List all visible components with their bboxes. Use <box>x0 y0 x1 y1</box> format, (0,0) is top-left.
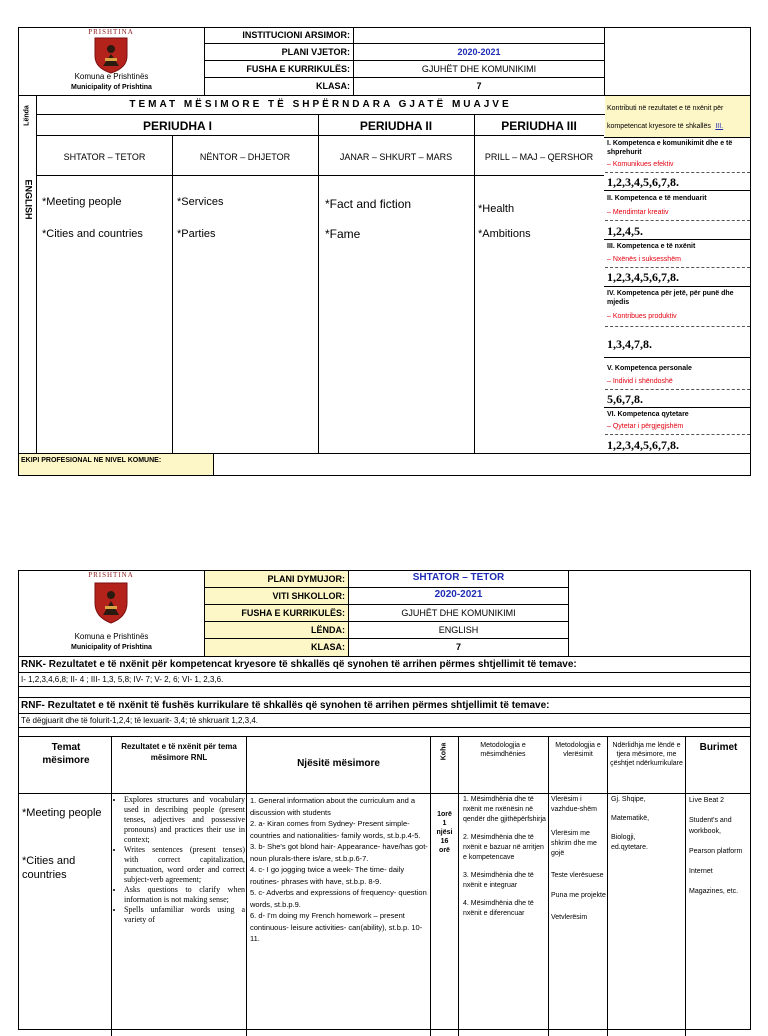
topic-2a: *Services <box>177 196 224 208</box>
theme-2: *Cities and countries <box>22 855 76 881</box>
col-header-assessment: Metodologjia e vlerësimit <box>555 742 601 758</box>
competence-5-sub: – Individ i shëndoshë <box>607 378 673 385</box>
competence-5-nums: 5,6,7,8. <box>607 392 643 406</box>
coat-of-arms-icon <box>91 581 131 625</box>
col-header-outcomes: Rezultatet e të nxënit për tema mësimore RNL <box>121 742 237 762</box>
rnf-title: RNF- Rezultatet e të nxënit të fushës kurrikulare të shkallës që synohen të arrihen përmes shtjellimit të temave: <box>21 700 550 711</box>
link-4: ed.qytetare. <box>611 844 648 851</box>
source-1: Live Beat 2 <box>689 797 725 804</box>
link-1: Gj. Shqipe, <box>611 796 646 803</box>
teaching-3: 3. Mësimdhënia dhe të nxënit e integruar <box>463 872 534 889</box>
unit-1: 1. General information about the curriculum and a discussion with students <box>250 796 416 817</box>
subject-vertical: ENGLISH <box>23 179 34 220</box>
competence-6-sub: – Qytetar i përgjegjshëm <box>607 423 684 430</box>
unit-2: 2. a- Kiran comes from Sydney- Present simple- countries and nationalities- family words, st.b.p.4-5. <box>250 819 421 840</box>
cross-curricular-links <box>611 795 683 853</box>
bm-label-subject: LËNDA: <box>311 625 345 635</box>
sources <box>689 795 749 897</box>
rnf-values: Të dëgjuarit dhe të folurit-1,2,4; të lexuarit- 3,4; të shkruarit 1,2,3,4. <box>21 716 259 725</box>
bm-value-field: GJUHËT DHE KOMUNIKIMI <box>401 608 516 618</box>
month-2: NËNTOR – DHJETOR <box>199 152 291 162</box>
team-label-cell <box>19 454 214 475</box>
topic-1b: *Cities and countries <box>42 228 143 240</box>
outcome-1: • Explores structures and vocabulary used in describing people (present tenses, adjectives and possessive pronouns) and practices their use in context; <box>124 795 245 845</box>
contrib-header-text: Kontributi në rezultatet e të nxënit për kompetencat kryesore të shkallës <box>607 105 724 130</box>
assessment-2: Vlerësim me shkrim dhe me gojë <box>551 830 597 857</box>
topic-4a: *Health <box>478 203 515 215</box>
logo-city-text-2: PRISHTINA <box>88 571 134 579</box>
outcome-3: • Asks questions to clarify when information is not making sense; <box>124 885 245 905</box>
month-3: JANAR – SHKURT – MARS <box>339 152 453 162</box>
col-header-units: Njësitë mësimore <box>297 758 380 769</box>
competence-6-nums: 1,2,3,4,5,6,7,8. <box>607 438 679 452</box>
annual-plan <box>18 27 751 476</box>
competence-4-nums: 1,3,4,7,8. <box>607 337 652 351</box>
theme-1: *Meeting people <box>22 807 102 819</box>
col-header-themes: Temat mësimore <box>42 742 90 766</box>
bm-value-subject: ENGLISH <box>438 625 479 635</box>
competence-2-title: II. Kompetenca e të menduarit <box>607 195 707 202</box>
value-plan: 2020-2021 <box>457 47 501 57</box>
annual-logo <box>19 28 204 94</box>
competence-3-sub: – Nxënës i suksesshëm <box>607 256 681 263</box>
time-cell <box>431 810 458 855</box>
bm-label-plan: PLANI DYMUJOR: <box>267 574 345 584</box>
bm-label-year: VITI SHKOLLOR: <box>272 591 345 601</box>
logo-komuna: Komuna e Prishtinës <box>74 72 149 81</box>
topic-2b: *Parties <box>177 228 216 240</box>
outcome-2: • Writes sentences (present tenses) with correct capitalization, punctuation, word order and correct subject-verb agreement; <box>124 845 245 885</box>
bm-value-class: 7 <box>455 642 461 652</box>
unit-3: 3. b- She's got blond hair- Appearance- have/has got- noun plurals-there is/are, st.b.p.6-7. <box>250 842 428 863</box>
period-3: PERIUDHA III <box>501 119 577 133</box>
assessment-5: Vetvlerësim <box>551 914 588 921</box>
competence-1-sub: – Komunikues efektiv <box>607 161 674 168</box>
time-5: orë <box>439 847 450 854</box>
contrib-header <box>605 96 750 137</box>
logo-municipality: Municipality of Prishtina <box>71 84 152 91</box>
competence-3-title: III. Kompetenca e të nxënit <box>607 243 696 250</box>
bimonthly-plan <box>18 570 751 1024</box>
month-4: PRILL – MAJ – QERSHOR <box>484 152 594 162</box>
col-header-teaching: Metodologjia e mësimdhënies <box>480 742 526 758</box>
competence-3-nums: 1,2,3,4,5,6,7,8. <box>607 270 679 284</box>
rnk-title: RNK- Rezultatet e të nxënit për kompetencat kryesore të shkallës që synohen të arrihen përmes shtjellimit të temave: <box>21 659 577 670</box>
bimonthly-logo <box>19 571 204 655</box>
topic-3b: *Fame <box>325 227 361 241</box>
competence-5-title: V. Kompetenca personale <box>607 365 692 372</box>
time-2: 1 <box>442 820 447 827</box>
units-list <box>250 795 428 945</box>
competence-2-sub: – Mendimtar kreativ <box>607 209 669 216</box>
col-header-time: Koha <box>440 742 448 761</box>
themes-header: TEMAT MËSIMORE TË SHPËRNDARA GJATË MUAJVE <box>129 99 512 110</box>
month-1: SHTATOR – TETOR <box>63 152 146 162</box>
logo-city-text: PRISHTINA <box>88 28 134 36</box>
link-2: Matematikë, <box>611 815 650 822</box>
unit-5: 5. c- Adverbs and expressions of frequency- question words, st.b.p.9. <box>250 888 427 909</box>
value-field: GJUHËT DHE KOMUNIKIMI <box>421 64 537 74</box>
source-3: Pearson platform <box>689 848 743 855</box>
value-class: 7 <box>476 81 482 91</box>
competence-4-sub: – Kontribues produktiv <box>607 313 677 320</box>
teaching-2: 2. Mësimdhënia dhe të nxënit e bazuar në arritjen e kompetencave <box>463 834 544 861</box>
coat-of-arms-icon <box>91 36 131 74</box>
teaching-1: 1. Mësimdhënia dhe të nxënit me nxënësin në qendër dhe gjithëpërfshirja <box>463 796 546 823</box>
competence-1-nums: 1,2,3,4,5,6,7,8. <box>607 175 679 189</box>
col-header-sources: Burimet <box>699 742 738 753</box>
source-5: Magazines, etc. <box>689 888 739 895</box>
teaching-4: 4. Mësimdhënia dhe të nxënit e diferencuar <box>463 900 534 917</box>
team-label: EKIPI PROFESIONAL NE NIVEL KOMUNE: <box>21 457 162 464</box>
contrib-header-suffix: III. <box>715 123 724 130</box>
time-1: 1orë <box>437 811 452 818</box>
outcomes-list <box>114 795 245 925</box>
label-field: FUSHA E KURRIKULËS: <box>246 64 350 74</box>
source-4: Internet <box>689 868 713 875</box>
time-3: njësi <box>436 829 453 836</box>
logo-komuna-2: Komuna e Prishtinës <box>74 632 149 641</box>
bm-label-class: KLASA: <box>311 642 345 652</box>
bm-label-field: FUSHA E KURRIKULËS: <box>241 608 345 618</box>
bm-value-year: 2020-2021 <box>434 589 483 600</box>
bm-value-plan: SHTATOR – TETOR <box>412 572 505 583</box>
period-2: PERIUDHA II <box>359 119 433 133</box>
label-plan: PLANI VJETOR: <box>281 47 350 57</box>
unit-4: 4. c- I go jogging twice a week- The time- daily routines- phrases with have, st.b.p. 8-9. <box>250 865 405 886</box>
rnk-values: I- 1,2,3,4,6,8; II- 4 ; III- 1,3, 5,8; IV- 7; V- 2, 6; VI- 1, 2,3,6. <box>21 675 224 684</box>
competence-2-nums: 1,2,4,5. <box>607 224 643 238</box>
topic-3a: *Fact and fiction <box>325 197 412 211</box>
logo-municipality-2: Municipality of Prishtina <box>71 644 152 651</box>
col-header-links: Ndërlidhja me lëndë e tjera mësimore, me çështjet ndërkurrikulare <box>610 742 683 767</box>
outcome-4: • Spells unfamiliar words using a variety of <box>124 905 245 925</box>
competence-4-title: IV. Kompetenca për jetë, për punë dhe mjedis <box>607 290 734 306</box>
assessment-3: Teste vlerësuese <box>551 872 604 879</box>
competence-6-title: VI. Kompetenca qytetare <box>607 411 689 418</box>
assessment-4: Puna me projekte <box>551 892 606 899</box>
period-1: PERIUDHA I <box>143 119 212 133</box>
teaching-methods <box>463 795 547 919</box>
topic-1a: *Meeting people <box>42 196 122 208</box>
competence-1-title: I. Kompetenca e komunikimit dhe e të shprehurit <box>607 140 733 156</box>
topic-4b: *Ambitions <box>478 228 531 240</box>
source-2: Student's and workbook, <box>689 817 732 835</box>
time-4: 16 <box>440 838 449 845</box>
assessment-methods <box>551 795 606 923</box>
assessment-1: Vlerësim i vazhdue-shëm <box>551 796 597 813</box>
label-class: KLASA: <box>316 81 350 91</box>
label-institution: INSTITUCIONI ARSIMOR: <box>242 30 350 40</box>
lenda-label: Lënda <box>23 105 31 126</box>
unit-6: 6. d- I'm doing my French homework – present continuous- leisure activities- can(ability), st.b.p. 10-11. <box>250 911 423 943</box>
link-3: Biologji, <box>611 834 636 841</box>
